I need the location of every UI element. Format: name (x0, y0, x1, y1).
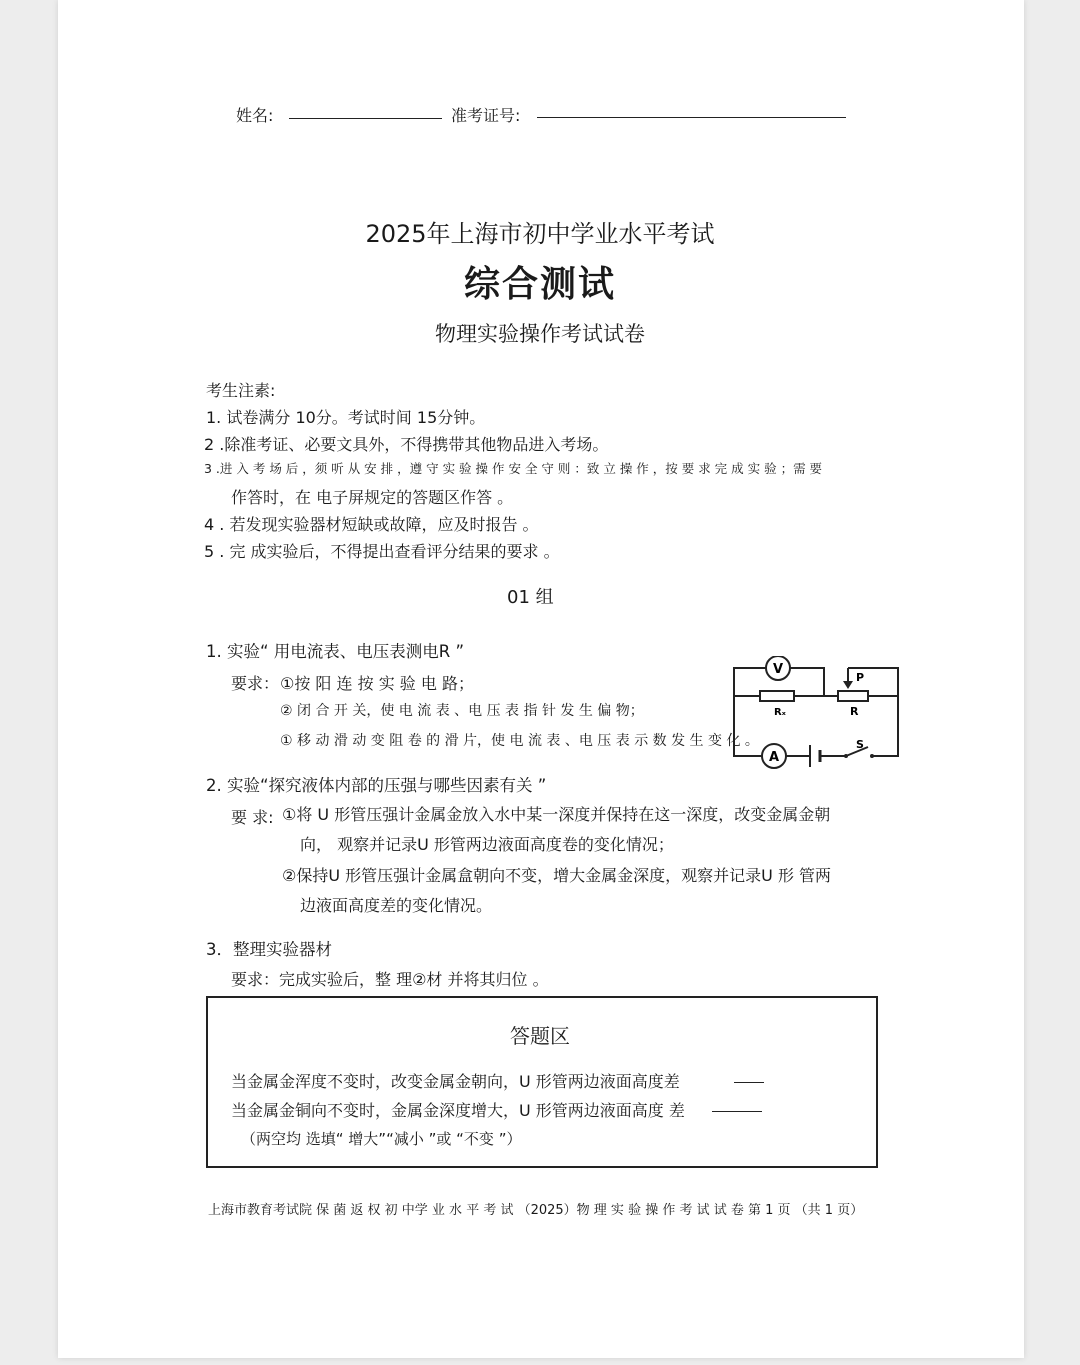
q2-req-2b: 边液面高度差的变化情况。 (300, 896, 493, 915)
answer-line-1: 当金属金浑度不变时，改变金属金朝向，U 形管两边液面高度差 (231, 1072, 680, 1091)
rheostat-icon (838, 691, 868, 701)
q1-req-1: ①按 阳 连 按 实 验 电 路； (280, 674, 474, 693)
q2-req-label: 要 求: (231, 808, 274, 827)
name-label: 姓名: (236, 106, 274, 125)
note-item-5: 5 . 完 成实验后，不得提出查看评分结果的要求 。 (204, 542, 560, 561)
note-item-4: 4 . 若发现实验器材短缺或故障，应及时报告 。 (204, 515, 539, 534)
s-label: S (856, 738, 864, 751)
answer-area-title: 答题区 (510, 1024, 570, 1048)
exam-subject-title: 综合测试 (463, 264, 616, 305)
q2-title: 2. 实验“探究液体内部的压强与哪些因素有关 ” (206, 776, 547, 795)
answer-blank-2[interactable] (712, 1111, 762, 1112)
name-blank-line (289, 118, 442, 119)
note-item-3: 3 .进 入 考 场 后 ，须 听 从 安 排 ，遵 守 实 验 操 作 安 全 守 则 ：致 立 操 作 ，按 要 求 完 成 实 验 ；需 要 (204, 461, 823, 476)
rx-label: Rₓ (774, 707, 786, 718)
paper-title: 物理实验操作考试试卷 (435, 322, 645, 346)
q1-req-2: ② 闭 合 开 关，使 电 流 表 、电 压 表 指 针 发 生 偏 物； (280, 703, 644, 719)
exam-title: 2025年上海市初中学业水平考试 (365, 220, 715, 248)
exam-id-blank-line (537, 117, 846, 118)
exam-id-label: 准考证号: (451, 106, 521, 125)
answer-line-2: 当金属金铜向不变时，金属金深度增大，U 形管两边液面高度 差 (231, 1101, 685, 1120)
q1-req-label: 要求： (231, 674, 280, 693)
q2-req-1b: 向， 观察并记录U 形管两边液面高度卷的变化情况； (300, 835, 674, 854)
slider-arrow-icon (843, 681, 853, 689)
note-item-2: 2 .除准考证、必要文具外，不得携带其他物品进入考场。 (204, 435, 609, 454)
answer-blank-1[interactable] (734, 1082, 764, 1083)
q3-req: 要求：完成实验后，整 理②材 并将其归位 。 (231, 970, 549, 989)
ammeter-label: A (768, 750, 780, 765)
note-item-1: 1. 试卷满分 10分。考试时间 15分钟。 (206, 408, 486, 427)
page-footer: 上海市教育考试院 保 菌 返 权 初 中学 业 水 平 考 试 （2025）物 理 实 验 操 作 考 试 试 卷 第 1 页 （共 1 页） (208, 1203, 864, 1218)
p-label: P (856, 671, 865, 684)
resistor-rx-icon (760, 691, 794, 701)
r-label: R (850, 705, 859, 718)
q3-title: 3．整理实验器材 (206, 940, 332, 959)
circuit-diagram (728, 656, 904, 772)
group-label: 01 组 (507, 587, 554, 608)
q2-req-1a: ①将 U 形管压强计金属金放入水中某一深度并保持在这一深度，改变金属金朝 (282, 805, 831, 824)
notes-heading: 考生注素: (206, 381, 276, 400)
q2-req-2a: ②保持U 形管压强计金属盒朝向不变，增大金属金深度，观察并记录U 形 管两 (282, 866, 832, 885)
answer-hint: （两空均 选填“ 增大”“减小 ”或 “不变 ”） (241, 1130, 522, 1148)
q1-req-3: ① 移 动 滑 动 变 阻 卷 的 滑 片，使 电 流 表 、电 压 表 示 数 发 生 变 化 。 (280, 733, 759, 749)
voltmeter-label: V (772, 662, 784, 677)
note-item-3-cont: 作答时，在 电子屏规定的答题区作答 。 (231, 488, 514, 507)
q1-title: 1. 实验“ 用电流表、电压表测电R ” (206, 642, 465, 661)
